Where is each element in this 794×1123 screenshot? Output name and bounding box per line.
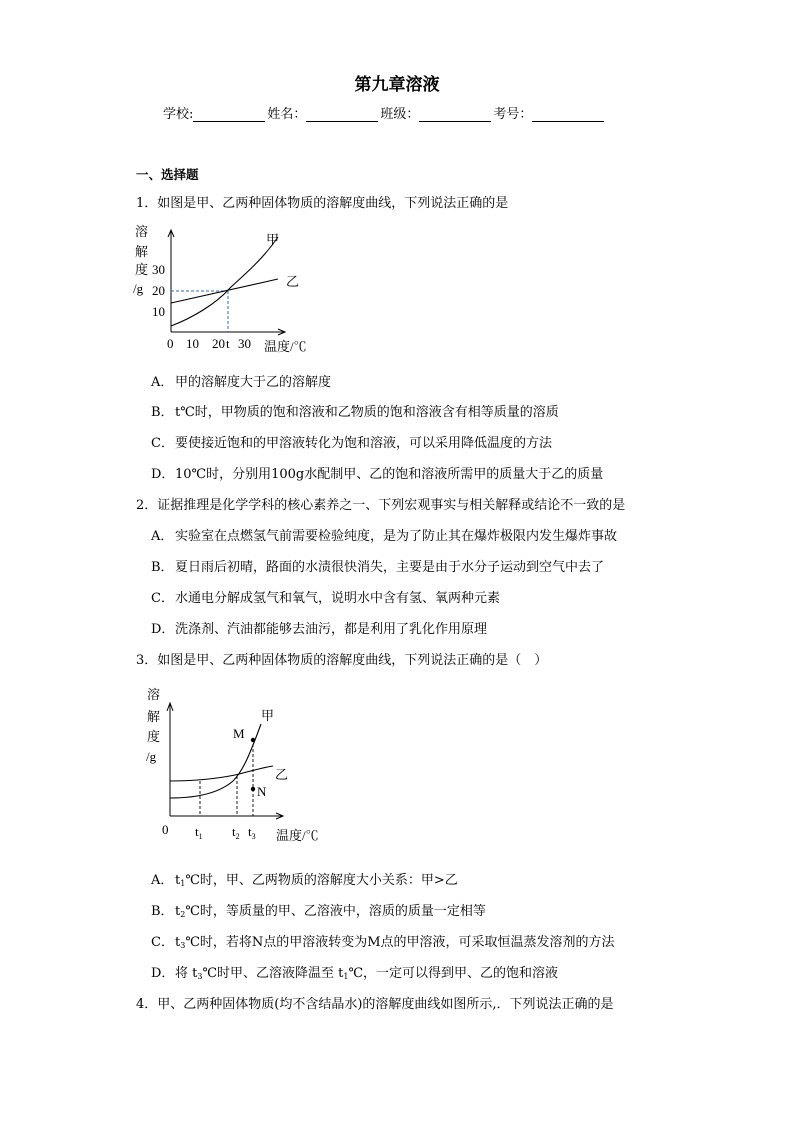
q3-label-yi: 乙: [275, 767, 289, 782]
q3-solubility-chart: [140, 684, 340, 846]
school-blank[interactable]: [193, 107, 265, 122]
q2-option-b[interactable]: B．夏日雨后初晴，路面的水渍很快消失，主要是由于水分子运动到空气中去了: [151, 560, 605, 575]
page-title: 第九章溶液: [354, 75, 440, 95]
section-heading: 一、选择题: [136, 167, 199, 182]
q1-ylabel-2: 解: [135, 244, 149, 259]
q1-xtick-30: 30: [238, 336, 251, 351]
q1-ytick-10: 10: [152, 304, 165, 319]
q3-option-a[interactable]: A． $t_1℃$时，甲、乙两物质的溶解度大小关系：甲>乙: [151, 873, 458, 888]
q1-ylabel-3: 度: [135, 262, 149, 277]
q1-option-d[interactable]: D．10℃时，分别用100g水配制甲、乙的饱和溶液所需甲的质量大于乙的质量: [151, 467, 604, 482]
class-blank[interactable]: [419, 107, 491, 122]
q3-xtick-t3: $t_3$: [248, 824, 256, 841]
q1-ytick-30: 30: [152, 262, 165, 277]
q1-ytick-20: 20: [152, 283, 165, 298]
q3-origin: 0: [162, 822, 169, 837]
q2-option-a[interactable]: A． 实验室在点燃氢气前需要检验纯度，是为了防止其在爆炸极限内发生爆炸事故: [151, 529, 618, 544]
q3-xlabel: 温度/℃: [276, 828, 319, 843]
q3-xtick-t2: $t_2$: [232, 824, 240, 841]
q1-ylabel-4: /g: [133, 281, 144, 296]
q1-ylabel-1: 溶: [135, 224, 149, 239]
student-info-line: [163, 103, 606, 122]
q3-xtick-t1: $t_1$: [195, 824, 203, 841]
q3-curve-yi: [170, 766, 273, 781]
number-label: 考号：: [493, 107, 533, 122]
q1-xlabel: 温度/℃: [264, 339, 307, 354]
q3-option-c[interactable]: C．$t_3℃$时，若将N点的甲溶液转变为M点的甲溶液，可采取恒温蒸发溶剂的方法: [151, 935, 615, 950]
q1-solubility-chart: [130, 222, 330, 357]
q1-xtick-t: t: [226, 336, 230, 351]
name-blank[interactable]: [306, 107, 378, 122]
q3-ylabel-3: 度: [147, 729, 161, 744]
q3-point-n: [251, 787, 255, 791]
q3-option-b[interactable]: B．$t_2℃$时，等质量的甲、乙溶液中，溶质的质量一定相等: [151, 904, 486, 919]
q3-stem: 3．如图是甲、乙两种固体物质的溶解度曲线，下列说法正确的是（ ）: [136, 653, 548, 668]
q1-option-c[interactable]: C．要使接近饱和的甲溶液转化为饱和溶液，可以采用降低温度的方法: [151, 436, 553, 451]
q2-option-c[interactable]: C．水通电分解成氢气和氧气，说明水中含有氢、氧两种元素: [151, 591, 501, 606]
q1-option-a[interactable]: A． 甲的溶解度大于乙的溶解度: [151, 375, 332, 390]
q3-label-jia: 甲: [261, 708, 275, 723]
q1-xtick-10: 10: [186, 336, 199, 351]
name-label: 姓名：: [267, 107, 307, 122]
q3-ylabel-1: 溶: [147, 687, 161, 702]
q1-xtick-20: 20: [212, 336, 225, 351]
q3-label-m: M: [233, 726, 245, 741]
q2-stem: 2．证据推理是化学学科的核心素养之一、下列宏观事实与相关解释或结论不一致的是: [136, 498, 626, 513]
q1-stem: 1．如图是甲、乙两种固体物质的溶解度曲线，下列说法正确的是: [136, 196, 509, 211]
q3-curve-jia: [170, 724, 261, 798]
q1-xtick-0: 0: [167, 336, 174, 351]
number-blank[interactable]: [532, 107, 604, 122]
q3-ylabel-2: 解: [147, 709, 161, 724]
q2-option-d[interactable]: D．洗涤剂、汽油都能够去油污，都是利用了乳化作用原理: [151, 622, 488, 637]
q1-curve-jia: [171, 237, 278, 326]
q1-option-b[interactable]: B．t℃时，甲物质的饱和溶液和乙物质的饱和溶液含有相等质量的溶质: [151, 405, 559, 420]
q1-label-yi: 乙: [286, 274, 300, 289]
class-label: 班级：: [380, 107, 420, 122]
school-label: 学校:: [163, 107, 194, 122]
q1-label-jia: 甲: [266, 232, 280, 247]
q3-ylabel-4: /g: [146, 749, 157, 764]
q3-label-n: N: [257, 784, 267, 799]
q3-option-d[interactable]: D．将 $t_3℃$时甲、乙溶液降温至 $t_1℃$，一定可以得到甲、乙的饱和溶液: [151, 966, 558, 981]
q3-point-m: [251, 738, 255, 742]
q4-stem: 4．甲、乙两种固体物质(均不含结晶水)的溶解度曲线如图所示,．下列说法正确的是: [136, 997, 614, 1012]
